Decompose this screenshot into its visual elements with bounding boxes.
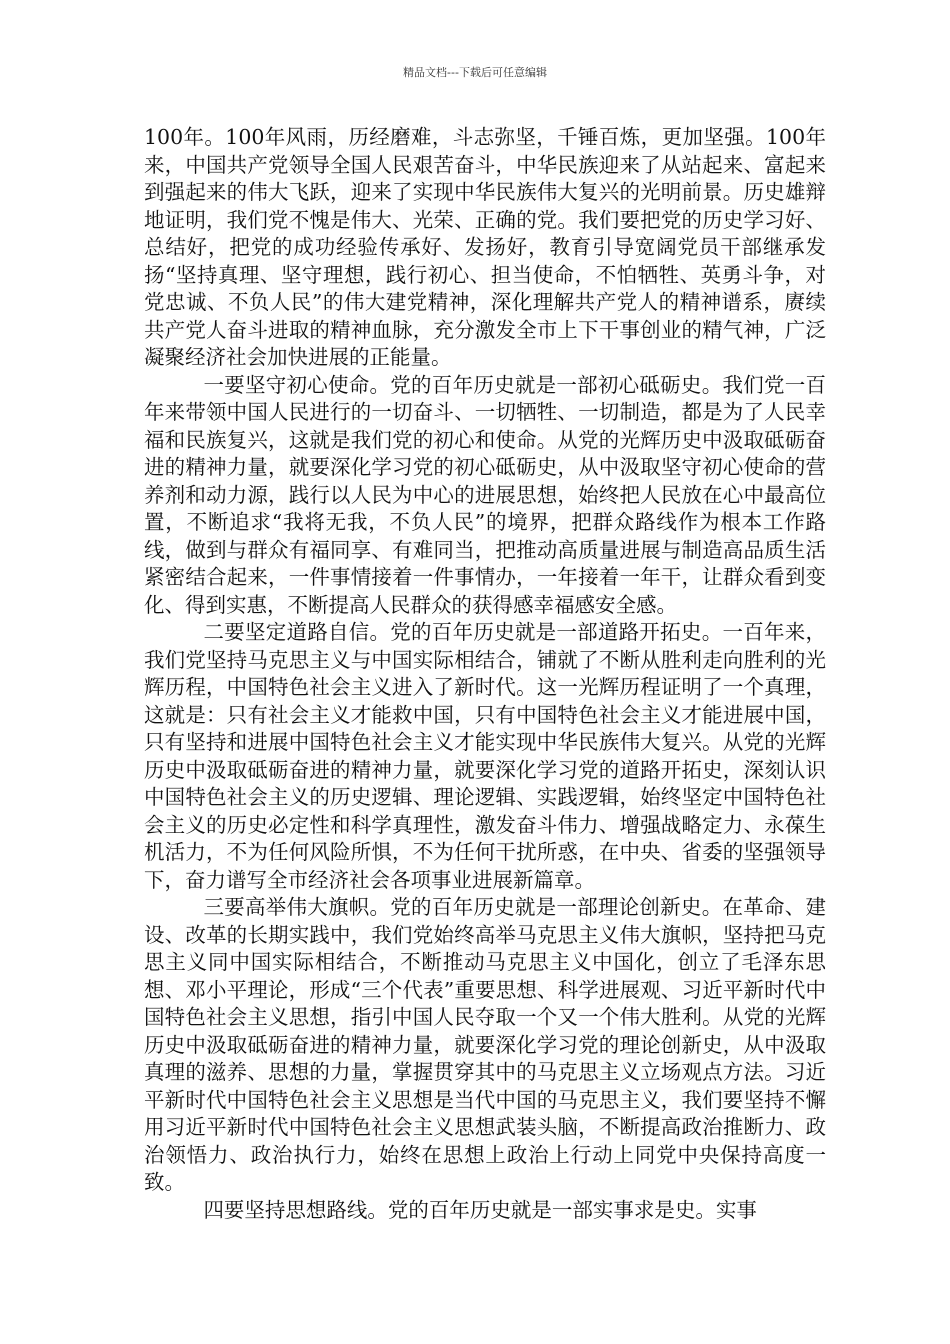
page-header: 精品文档---下载后可任意编辑 — [403, 66, 547, 79]
paragraph-intro: 100年。100年风雨，历经磨难，斗志弥坚，千锤百炼，更加坚强。100年来，中国共产党领导全国人民艰苦奋斗，中华民族迎来了从站起来、富起来到强起来的伟大飞跃，迎来了实现中华民族伟大复兴的光明前景。历史雄辩地证明，我们党不愧是伟大、光荣、正确的党。我们要把党的历史学习好、总结好，把党的成功经验传承好、发扬好，教育引导宽阔党员干部继承发扬“坚持真理、坚守理想，践行初心、担当使命，不怕牺牲、英勇斗争，对党忠诚、不负人民”的伟大建党精神，深化理解共产党人的精神谱系，赓续共产党人奋斗进取的精神血脉，充分激发全市上下干事创业的精气神，广泛凝聚经济社会加快进展的正能量。 — [144, 125, 826, 369]
document-body — [144, 124, 826, 1224]
paragraph-third-point: 三要高举伟大旗帜。党的百年历史就是一部理论创新史。在革命、建设、改革的长期实践中，我们党始终高举马克思主义伟大旗帜，坚持把马克思主义同中国实际相结合，不断推动马克思主义中国化，创立了毛泽东思想、邓小平理论，形成“三个代表”重要思想、科学进展观、习近平新时代中国特色社会主义思想，指引中国人民夺取一个又一个伟大胜利。从党的光辉历史中汲取砥砺奋进的精神力量，就要深化学习党的理论创新史，从中汲取真理的滋养、思想的力量，掌握贯穿其中的马克思主义立场观点方法。习近平新时代中国特色社会主义思想是当代中国的马克思主义，我们要坚持不懈用习近平新时代中国特色社会主义思想武装头脑，不断提高政治推断力、政治领悟力、政治执行力，始终在思想上政治上行动上同党中央保持高度一致。 — [144, 895, 826, 1194]
paragraph-first-point: 一要坚守初心使命。党的百年历史就是一部初心砥砺史。我们党一百年来带领中国人民进行的一切奋斗、一切牺牲、一切制造，都是为了人民幸福和民族复兴，这就是我们党的初心和使命。从党的光辉历史中汲取砥砺奋进的精神力量，就要深化学习党的初心砥砺史，从中汲取坚守初心使命的营养剂和动力源，践行以人民为中心的进展思想，始终把人民放在心中最高位置，不断追求“我将无我，不负人民”的境界，把群众路线作为根本工作路线，做到与群众有福同享、有难同当，把推动高质量进展与制造高品质生活紧密结合起来，一件事情接着一件事情办，一年接着一年干，让群众看到变化、得到实惠，不断提高人民群众的获得感幸福感安全感。 — [144, 372, 826, 617]
paragraph-second-point: 二要坚定道路自信。党的百年历史就是一部道路开拓史。一百年来，我们党坚持马克思主义与中国实际相结合，铺就了不断从胜利走向胜利的光辉历程，中国特色社会主义进入了新时代。这一光辉历程证明了一个真理，这就是：只有社会主义才能救中国，只有中国特色社会主义才能进展中国，只有坚持和进展中国特色社会主义才能实现中华民族伟大复兴。从党的光辉历史中汲取砥砺奋进的精神力量，就要深化学习党的道路开拓史，深刻认识中国特色社会主义的历史逻辑、理论逻辑、实践逻辑，始终坚定中国特色社会主义的历史必定性和科学真理性，激发奋斗伟力、增强战略定力、永葆生机活力，不为任何风险所惧，不为任何干扰所惑，在中央、省委的坚强领导下，奋力谱写全市经济社会各项事业进展新篇章。 — [144, 620, 826, 892]
paragraph-fourth-point: 四要坚持思想路线。党的百年历史就是一部实事求是史。实事 — [203, 1197, 757, 1222]
